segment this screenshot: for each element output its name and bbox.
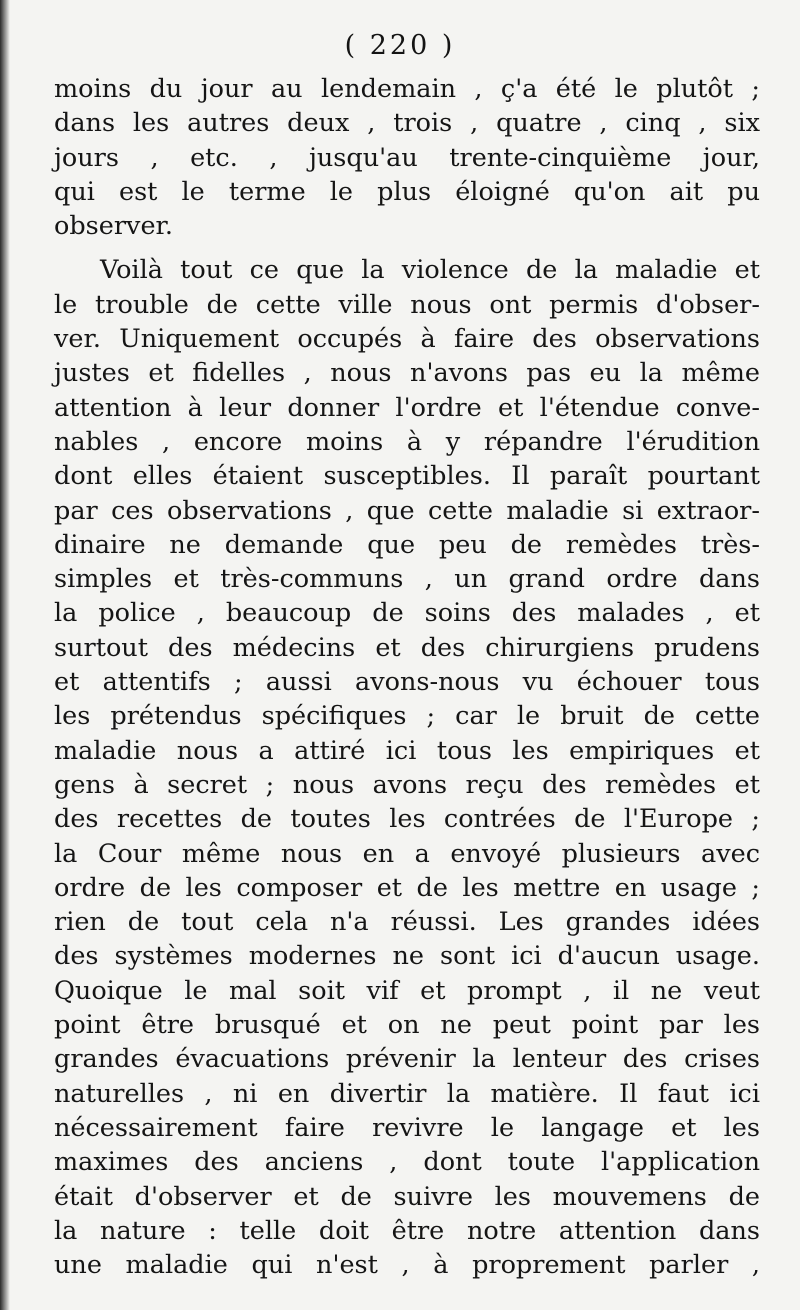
paragraph-2 [54,253,760,1282]
text-line: la nature : telle doit être notre attention dans [54,1215,760,1246]
text-line: maximes des anciens , dont toute l'application [54,1147,760,1178]
text-line: des systèmes modernes ne sont ici d'aucun usage. [54,941,760,972]
text-line: le trouble de cette ville nous ont permis d'obser- [54,289,760,320]
text-line: la Cour même nous en a envoyé plusieurs avec [54,838,760,869]
text-line: et attentifs ; aussi avons-nous vu échouer tous [54,667,760,698]
text-line: la police , beaucoup de soins des malades , et [54,598,760,629]
text-line: moins du jour au lendemain , ç'a été le plutôt ; [54,74,760,104]
text-line: qui est le terme le plus éloigné qu'on ait pu [54,176,760,207]
text-line: dans les autres deux , trois , quatre , cinq , six [54,108,760,139]
paragraph-gap [54,243,760,253]
text-line: simples et très-communs , un grand ordre dans [54,564,760,595]
text-line: Quoique le mal soit vif et prompt , il ne veut [54,975,760,1006]
page-number: ( 220 ) [344,30,456,61]
text-line: gens à secret ; nous avons reçu des remèdes et [54,769,760,800]
text-line: une maladie qui n'est , à proprement parler , [54,1250,760,1281]
page-edge-shadow [0,0,10,1310]
text-line: ordre de les composer et de les mettre en usage ; [54,872,760,903]
paragraph-1 [54,72,760,243]
text-line: attention à leur donner l'ordre et l'étendue conve- [54,392,760,423]
text-line: les prétendus spécifiques ; car le bruit de cette [54,701,760,732]
text-line: nables , encore moins à y répandre l'érudition [54,426,760,457]
text-line: surtout des médecins et des chirurgiens prudens [54,632,760,663]
text-line: par ces observations , que cette maladie si extraor- [54,495,760,526]
body-text [54,72,760,1282]
text-line: Voilà tout ce que la violence de la maladie et [100,255,760,286]
text-line: point être brusqué et on ne peut point par les [54,1010,760,1041]
text-line: naturelles , ni en divertir la matière. Il faut ici [54,1078,760,1109]
text-line: des recettes de toutes les contrées de l'Europe ; [54,804,760,835]
text-line: dinaire ne demande que peu de remèdes très- [54,529,760,560]
text-line: nécessairement faire revivre le langage et les [54,1112,760,1143]
text-line: jours , etc. , jusqu'au trente-cinquième jour, [54,142,760,173]
text-line: grandes évacuations prévenir la lenteur des crises [54,1044,760,1075]
text-line: était d'observer et de suivre les mouvemens de [54,1181,760,1212]
text-line: dont elles étaient susceptibles. Il paraît pourtant [54,461,760,492]
text-line: justes et fidelles , nous n'avons pas eu la même [54,358,760,389]
text-line: ver. Uniquement occupés à faire des observations [54,324,760,355]
text-line: observer. [54,211,174,242]
text-line: rien de tout cela n'a réussi. Les grandes idées [54,907,760,938]
text-line: maladie nous a attiré ici tous les empiriques et [54,735,760,766]
